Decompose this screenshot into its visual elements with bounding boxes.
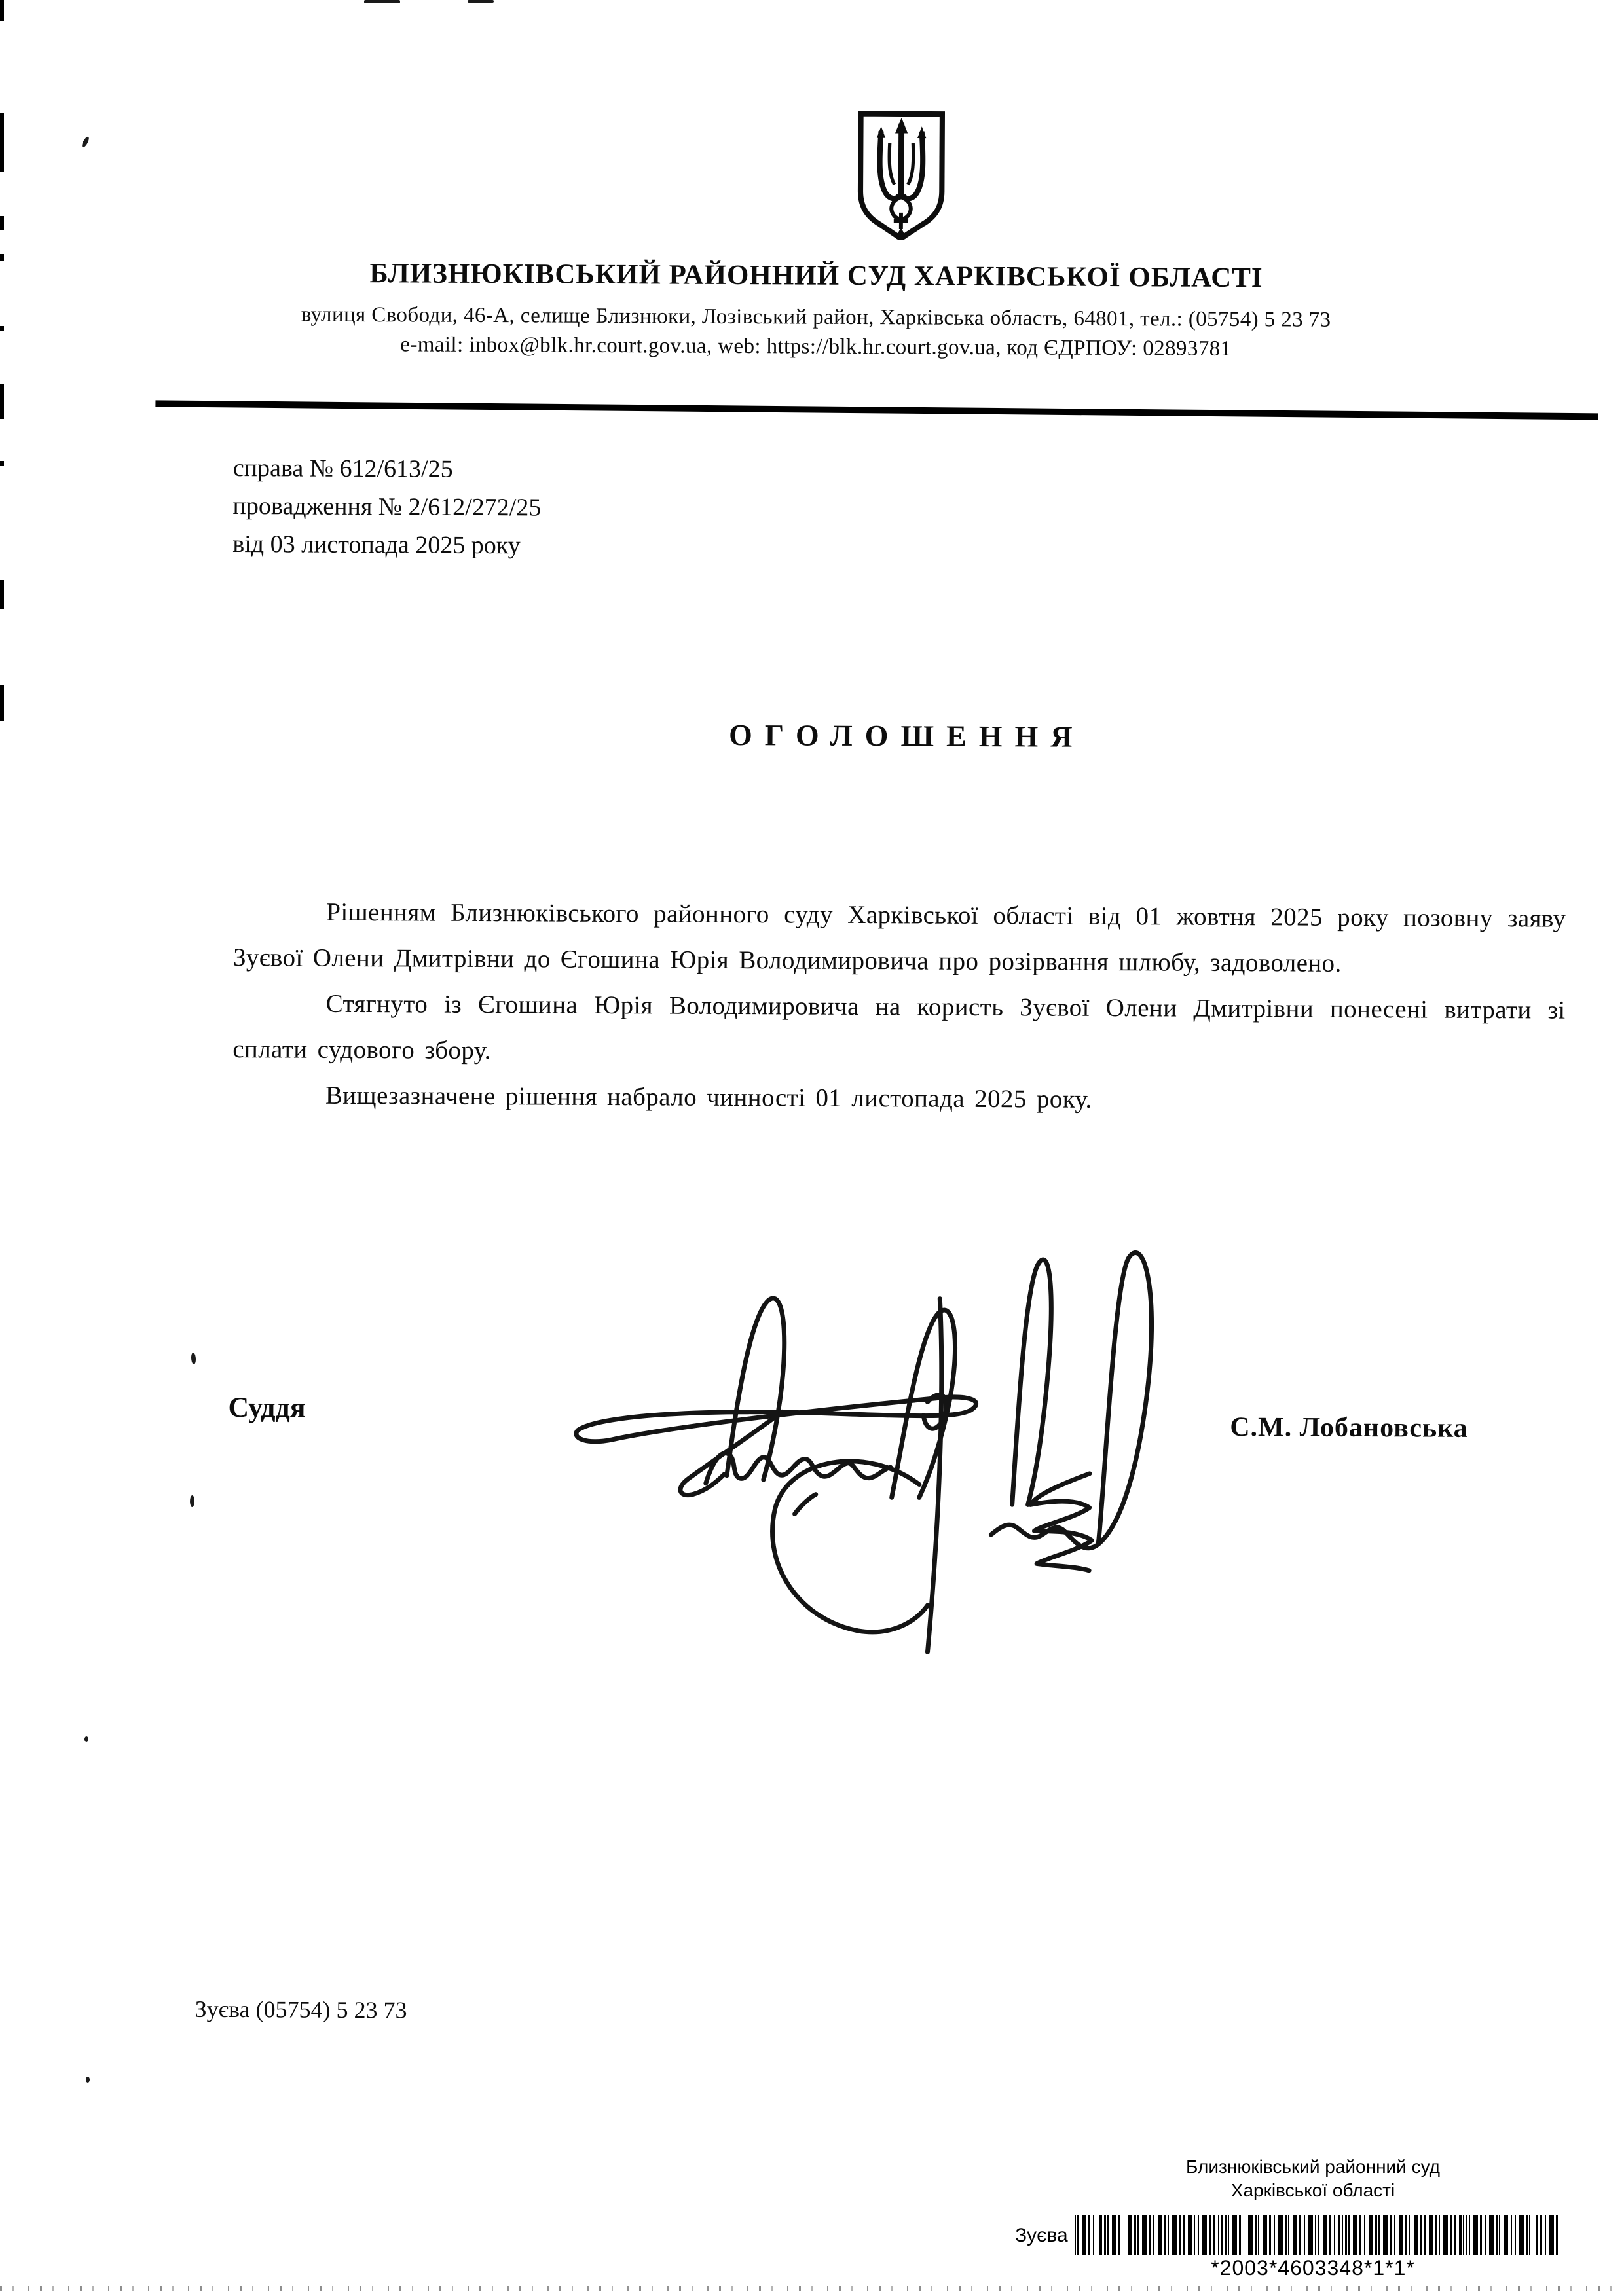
court-name-heading: БЛИЗНЮКІВСЬКИЙ РАЙОННИЙ СУД ХАРКІВСЬКОЇ ОБЛАСТІ [369,258,1263,294]
judge-signature-image [550,1200,1175,1675]
clerk-phone-line: Зуєва (05754) 5 23 73 [194,1995,407,2024]
announcement-title: ОГОЛОШЕННЯ [728,718,1085,754]
announcement-body [232,889,1566,1125]
body-paragraph: Рішенням Близнюківського районного суду Харківської області від 01 жовтня 2025 року позовну заяву Зуєвої Олени Дмитрівни до Єгошина Юрія Володимировича про розірвання шлюбу, задоволено. [232,898,1566,977]
stamp-court-name-line2: Харківської області [1230,2180,1395,2200]
body-paragraph: Стягнуто із Єгошина Юрія Володимировича на користь Зуєвої Олени Дмитрівни понесені витрати зі сплати судового збору. [232,989,1566,1065]
barcode-value-text: *2003*4603348*1*1* [1211,2256,1415,2280]
proceeding-number-line: провадження № 2/612/272/25 [232,492,542,522]
document-date-line: від 03 листопада 2025 року [232,530,521,560]
stamp-court-name-line1: Близнюківський районний суд [1185,2157,1441,2177]
body-paragraph: Вищезазначене рішення набрало чинності 01 листопада 2025 року. [325,1081,1092,1114]
stamp-clerk-label: Зуєва [1015,2225,1068,2246]
judge-role-label: Суддя [228,1391,306,1424]
header-divider-rule [155,400,1598,420]
court-contact-line: e-mail: inbox@blk.hr.court.gov.ua, web: https://blk.hr.court.gov.ua, код ЄДРПОУ: 02893781 [400,333,1232,361]
ukraine-trident-emblem-icon [853,107,950,250]
case-info-block [232,449,542,564]
court-address-line: вулиця Свободи, 46-А, селище Близнюки, Лозівський район, Харківська область, 64801, тел.: (05754) 5 23 73 [301,302,1331,332]
judge-name: С.М. Лобановська [1230,1412,1468,1444]
barcode-image [1074,2215,1564,2255]
case-number-line: справа № 612/613/25 [232,454,453,483]
